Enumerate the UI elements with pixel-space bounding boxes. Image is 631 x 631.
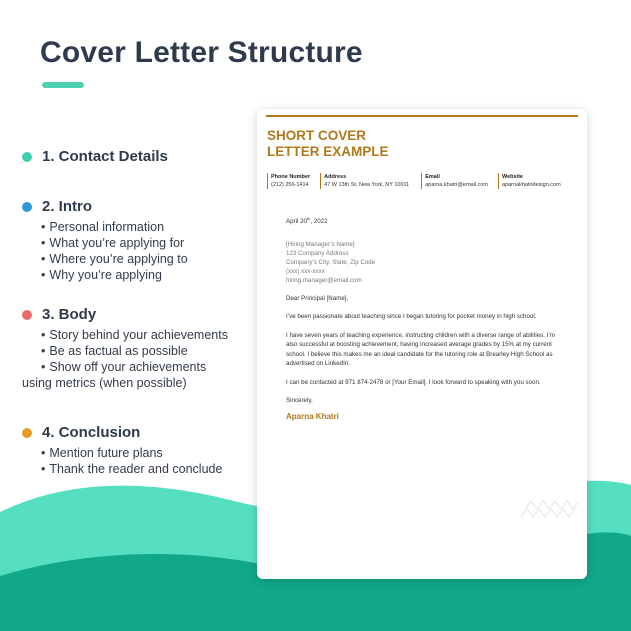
- section-dot-icon: [22, 202, 32, 212]
- contact-website: Website aparnakhatridesign.com: [498, 173, 561, 189]
- letter-date: April 20th, 2022: [286, 216, 328, 226]
- section-dot-icon: [22, 310, 32, 320]
- letter-contact-row: [267, 173, 579, 189]
- letter-paragraph: I have seven years of teaching experience, instructing children with a diverse range of abilities. I’m also successful at boosting achievement, having increased average grades by 15% at my current school. I believe this makes me an ideal candidate for the tutoring role at Brearley High School as advertised on LinkedIn.: [286, 331, 555, 368]
- contact-address: Address 47 W 13th St, New York, NY 10011: [320, 173, 409, 189]
- section-body: [22, 306, 252, 391]
- letter-paragraph: I’ve been passionate about teaching since I began tutoring for pocket money in high school.: [286, 313, 537, 321]
- title-underline: [42, 82, 84, 88]
- section-title: 1. Contact Details: [42, 148, 168, 165]
- section-conclusion: [22, 424, 252, 477]
- list-item: • Personal information: [41, 220, 165, 234]
- list-item: • Show off your achievements: [41, 360, 207, 374]
- section-title: 4. Conclusion: [42, 424, 141, 441]
- section-list: [41, 445, 252, 477]
- list-item: • Why you’re applying: [41, 268, 162, 282]
- cover-letter-example: [257, 109, 587, 579]
- letter-paragraph: I can be contacted at 971 874-2478 or [Your Email]. I look forward to speaking with you soon.: [286, 378, 541, 386]
- section-contact-details: [22, 148, 252, 165]
- section-list: [22, 327, 252, 391]
- closing: Sincerely,: [286, 397, 313, 405]
- recipient-block: [Hiring Manager’s Name] 123 Company Address Company’s City, State, Zip Code (xxx) xxx-xxxx hiring.manager@email.com: [286, 240, 376, 284]
- list-item: • Mention future plans: [41, 446, 163, 460]
- letter-body: [286, 214, 566, 421]
- section-dot-icon: [22, 428, 32, 438]
- list-item: using metrics (when possible): [22, 376, 187, 390]
- section-dot-icon: [22, 152, 32, 162]
- letter-heading: SHORT COVER LETTER EXAMPLE: [267, 128, 389, 159]
- page-title: Cover Letter Structure: [40, 36, 363, 69]
- salutation: Dear Principal [Name],: [286, 294, 349, 302]
- list-item: • Story behind your achievements: [41, 328, 228, 342]
- list-item: • What you’re applying for: [41, 236, 185, 250]
- list-item: • Where you’re applying to: [41, 252, 188, 266]
- decorative-pattern-icon: [521, 499, 579, 519]
- list-item: • Thank the reader and conclude: [41, 462, 223, 476]
- list-item: • Be as factual as possible: [41, 344, 188, 358]
- contact-phone: Phone Number (212) 256-1414: [267, 173, 310, 189]
- letter-top-rule: [266, 115, 578, 117]
- section-title: 2. Intro: [42, 198, 93, 215]
- section-list: [41, 219, 252, 283]
- signature: Aparna Khatri: [286, 411, 339, 421]
- section-intro: [22, 198, 252, 283]
- contact-email: Email aparna.khatri@email.com: [421, 173, 488, 189]
- section-title: 3. Body: [42, 306, 97, 323]
